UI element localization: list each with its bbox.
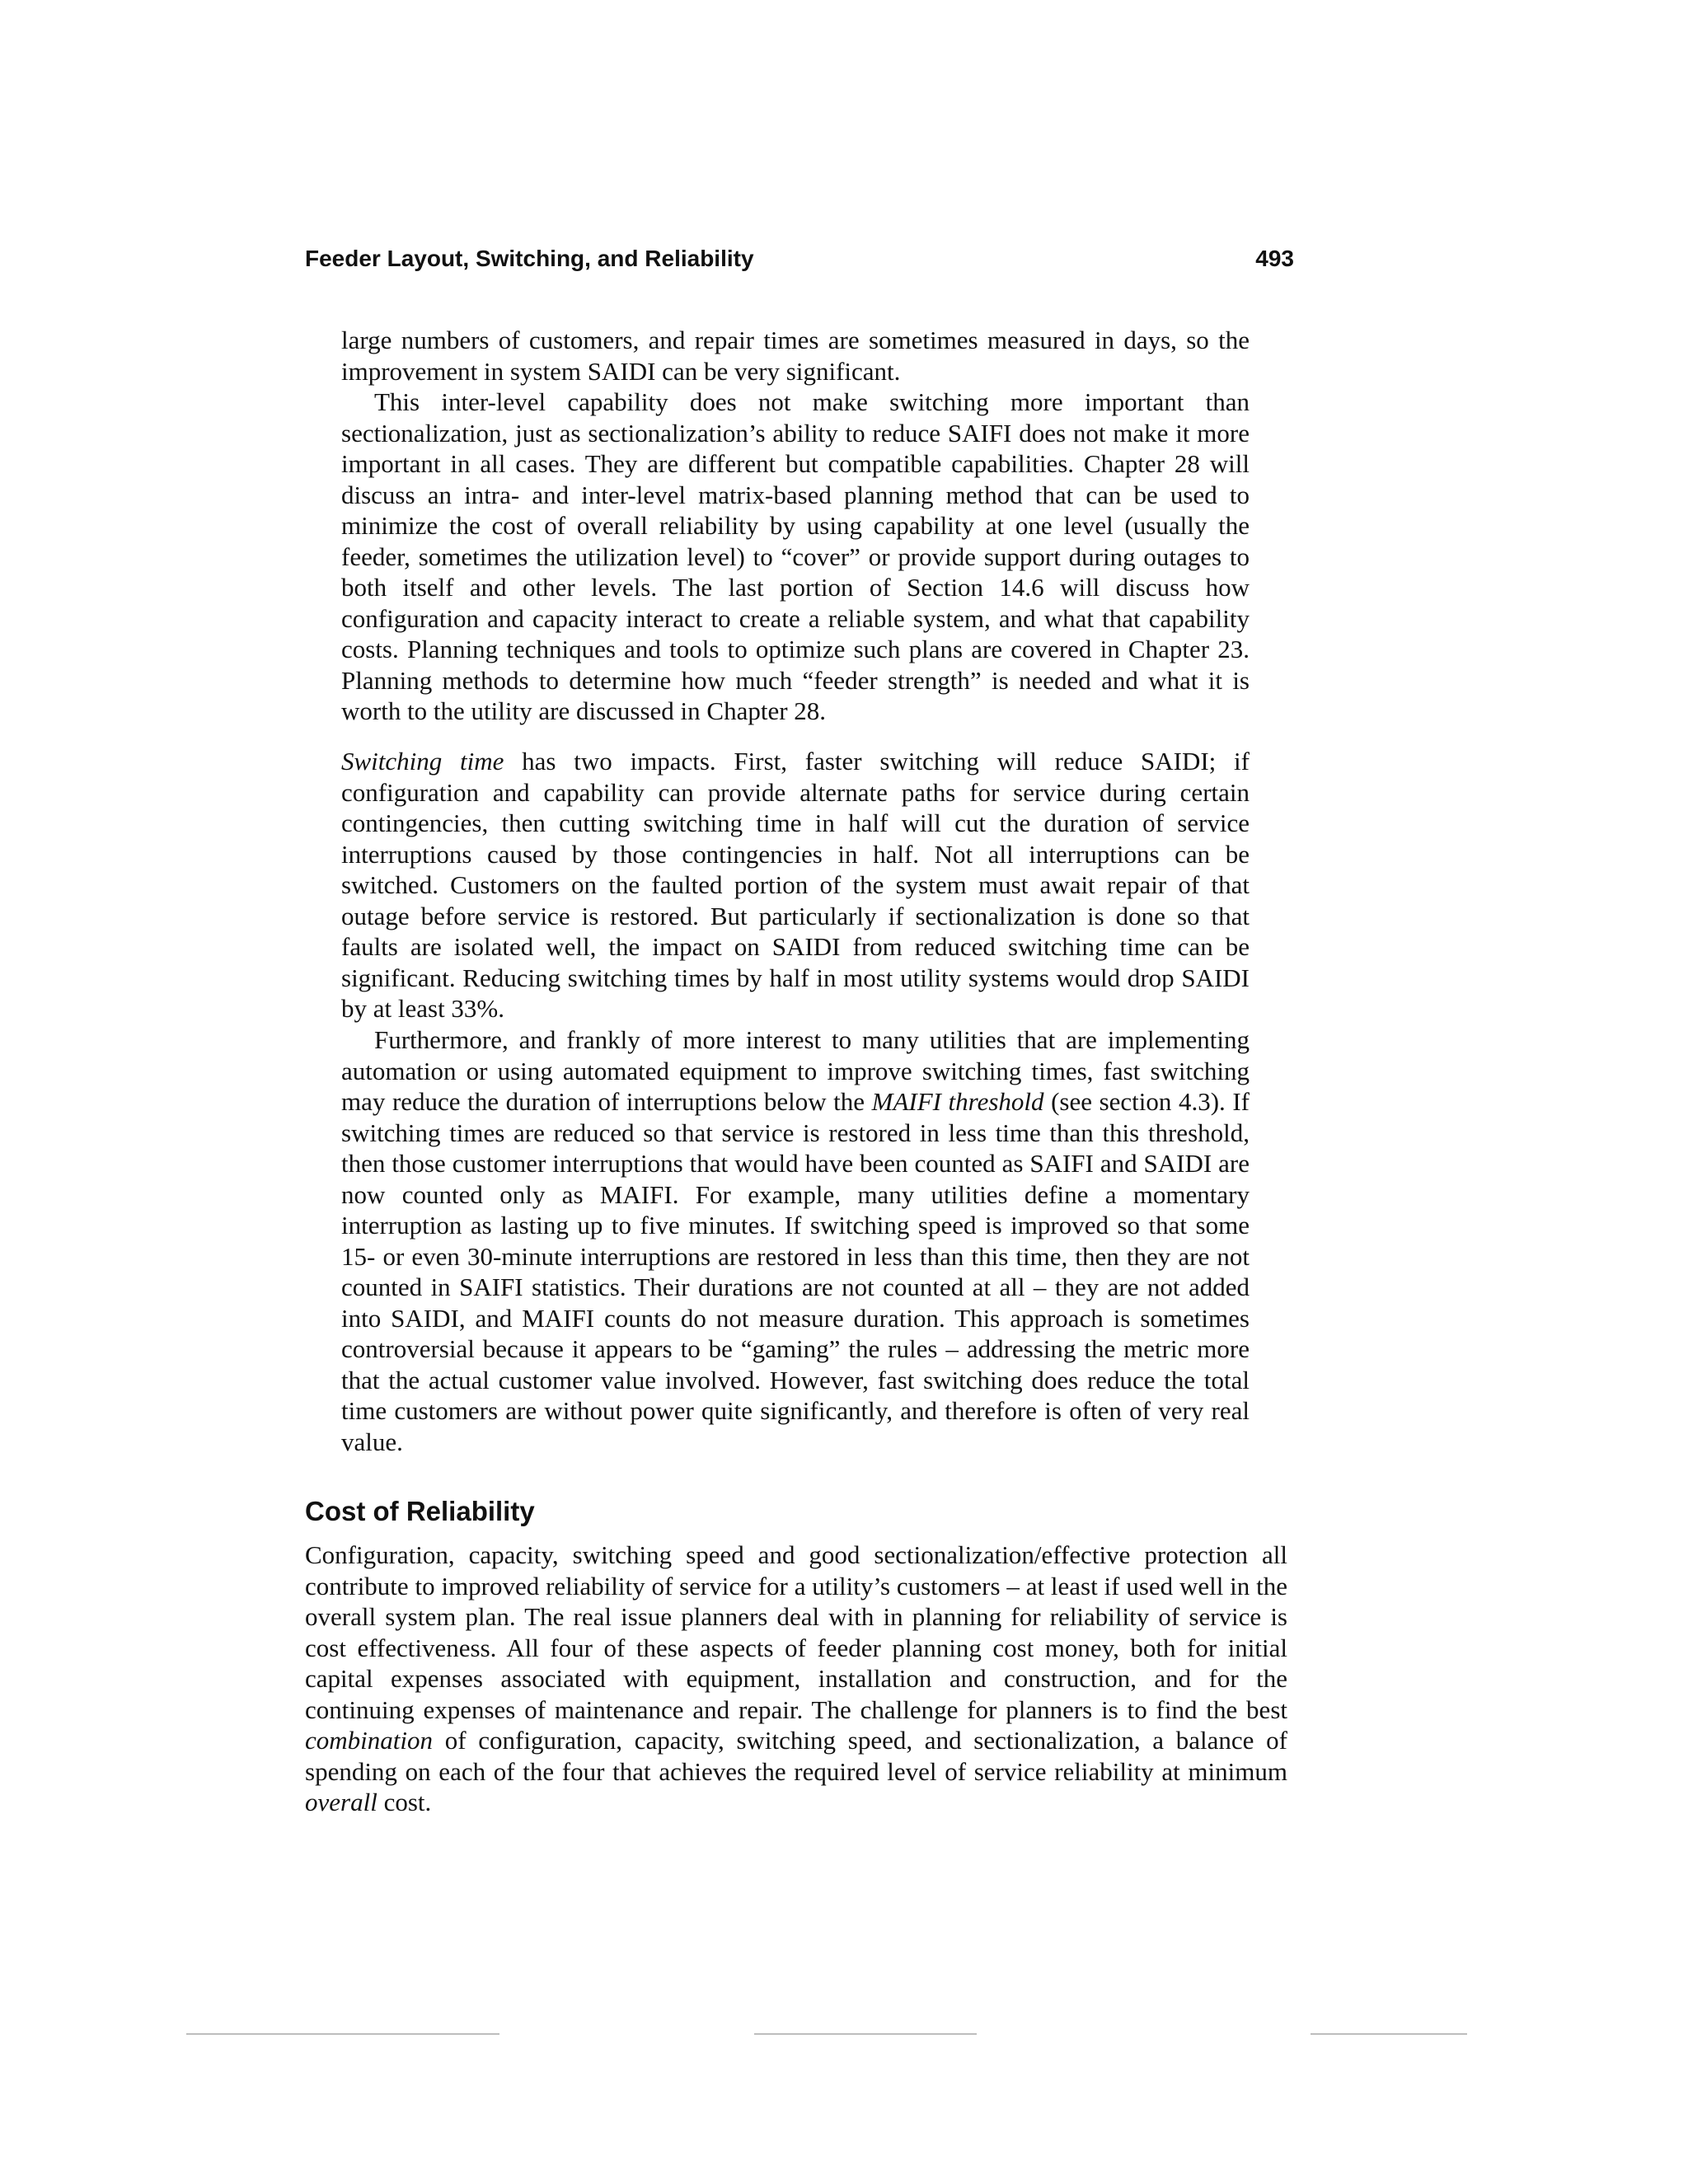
section-paragraph: [305, 1540, 1287, 1818]
scan-artifact-line: [186, 2033, 499, 2035]
paragraph-4-text-b: (see section 4.3). If switching times are reduced so that service is restored in less time than this threshold, then those customer interruptions that would have been counted as SAIFI and SAIDI are now counted only as MAIFI. For example, many utilities define a momentary interruption as lasting up to five minutes. If switching speed is improved so that some 15- or even 30-minute interruptions are restored in less than this time, then they are not counted in SAIFI statistics. Their durations are not counted at all – they are not added into SAIDI, and MAIFI counts do not measure duration. This approach is sometimes controversial because it appears to be “gaming” the rules – addressing the metric more that the actual customer value involved. However, fast switching does reduce the total time customers are without power quite significantly, and therefore is often of very real value.: [341, 1087, 1250, 1456]
paragraph-2: This inter-level capability does not make switching more important than sectionalization, just as sectionalization’s ability to reduce SAIFI does not make it more important in all cases. They are different but compatible capabilities. Chapter 28 will discuss an intra- and inter-level matrix-based planning method that can be used to minimize the cost of overall reliability by using capability at one level (usually the feeder, sometimes the utilization level) to “cover” or provide support during outages to both itself and other levels. The last portion of Section 14.6 will discuss how configuration and capacity interact to create a reliable system, and what that capability costs. Planning techniques and tools to optimize such plans are covered in Chapter 23. Planning methods to determine how much “feeder strength” is needed and what it is worth to the utility are discussed in Chapter 28.: [341, 387, 1250, 725]
overall-term: overall: [305, 1788, 377, 1816]
paragraph-1: large numbers of customers, and repair times are sometimes measured in days, so the improvement in system SAIDI can be very significant.: [341, 326, 1250, 386]
scan-artifact-line: [1311, 2033, 1467, 2035]
section-text-b: of configuration, capacity, switching speed, and sectionalization, a balance of spending on each of the four that achieves the required level of service reliability at minimum: [305, 1726, 1287, 1786]
section-text-c: cost.: [377, 1788, 432, 1816]
paragraph-4-text-a: Furthermore, and frankly of more interest to many utilities that are implementing automation or using automated equipment to improve switching times, fast switching may reduce the duration of interruptions below the: [341, 1025, 1250, 1116]
paragraph-3: [341, 746, 1250, 1024]
chapter-title: Feeder Layout, Switching, and Reliability: [305, 246, 754, 271]
switching-time-term: Switching time: [341, 747, 504, 776]
paragraph-3-text: has two impacts. First, faster switching will reduce SAIDI; if configuration and capability can provide alternate paths for service during certain contingencies, then cutting switching time in half will cut the duration of service interruptions caused by those contingencies in half. Not all interruptions can be switched. Customers on the faulted portion of the system must await repair of that outage before service is restored. But particularly if sectionalization is done so that faults are isolated well, the impact on SAIDI from reduced switching time can be significant. Reducing switching times by half in most utility systems would drop SAIDI by at least 33%.: [341, 747, 1250, 1023]
section-text-a: Configuration, capacity, switching speed and good sectionalization/effective protection all contribute to improved reliability of service for a utility’s customers – at least if used well in the overall system plan. The real issue planners deal with in planning for reliability of service is cost effectiveness. All four of these aspects of feeder planning cost money, both for initial capital expenses associated with equipment, installation and construction, and for the continuing expenses of maintenance and repair. The challenge for planners is to find the best: [305, 1540, 1287, 1724]
paragraph-4: [341, 1024, 1250, 1457]
section-heading: Cost of Reliability: [305, 1496, 535, 1526]
combination-term: combination: [305, 1726, 433, 1755]
page-number: 493: [1255, 246, 1294, 271]
scan-artifact-line: [754, 2033, 977, 2035]
maifi-threshold-term: MAIFI threshold: [871, 1087, 1044, 1116]
running-header: [305, 241, 1294, 277]
